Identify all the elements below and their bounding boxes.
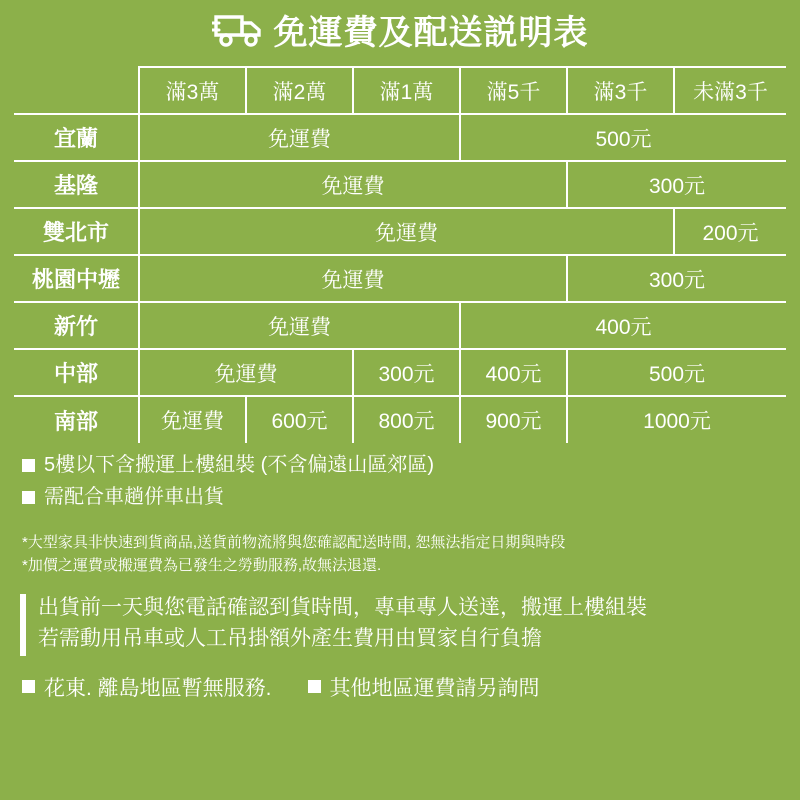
fee-cell: 免運費 bbox=[139, 208, 674, 255]
fee-cell: 900元 bbox=[460, 396, 567, 443]
row-header-region: 中部 bbox=[14, 349, 139, 396]
square-bullet-icon bbox=[22, 491, 35, 504]
fee-cell: 400元 bbox=[460, 302, 786, 349]
row-header-region: 南部 bbox=[14, 396, 139, 443]
note-text: 5樓以下含搬運上樓組裝 (不含偏遠山區郊區) bbox=[44, 454, 434, 476]
column-header-6: 未滿3千 bbox=[674, 67, 786, 114]
table-row bbox=[14, 302, 786, 349]
square-bullet-icon bbox=[22, 459, 35, 472]
small-print-line: *加價之運費或搬運費為已發生之勞動服務,故無法退還. bbox=[22, 557, 382, 575]
small-print-block bbox=[0, 517, 800, 578]
fee-cell: 免運費 bbox=[139, 302, 460, 349]
square-bullet-icon bbox=[308, 680, 321, 693]
fee-cell: 300元 bbox=[567, 255, 786, 302]
column-header-3: 滿1萬 bbox=[353, 67, 460, 114]
footer-note-item bbox=[22, 672, 272, 702]
table-corner-cell bbox=[14, 67, 139, 114]
table-row bbox=[14, 161, 786, 208]
note-item bbox=[22, 485, 778, 510]
title-text: 免運費及配送説明表 bbox=[273, 14, 589, 52]
fee-cell: 免運費 bbox=[139, 255, 567, 302]
fee-cell: 免運費 bbox=[139, 161, 567, 208]
emphasis-lines bbox=[38, 592, 647, 655]
emphasis-block bbox=[0, 578, 800, 656]
table-row bbox=[14, 208, 786, 255]
table-row bbox=[14, 349, 786, 396]
footer-note-text: 其他地區運費請另詢問 bbox=[329, 676, 540, 700]
footer-note-text: 花東. 離島地區暫無服務. bbox=[44, 676, 272, 700]
emphasis-line: 出貨前一天與您電話確認到貨時間，專車專人送達，搬運上樓組裝 bbox=[38, 595, 647, 619]
table-row bbox=[14, 255, 786, 302]
note-text: 需配合車趟併車出貨 bbox=[44, 486, 224, 508]
column-header-4: 滿5千 bbox=[460, 67, 567, 114]
note-item bbox=[22, 453, 778, 478]
row-header-region: 基隆 bbox=[14, 161, 139, 208]
column-header-2: 滿2萬 bbox=[246, 67, 353, 114]
row-header-region: 雙北市 bbox=[14, 208, 139, 255]
row-header-region: 新竹 bbox=[14, 302, 139, 349]
fee-cell: 600元 bbox=[246, 396, 353, 443]
fee-cell: 免運費 bbox=[139, 114, 460, 161]
fee-table-wrapper bbox=[0, 66, 800, 443]
row-header-region: 宜蘭 bbox=[14, 114, 139, 161]
fee-cell: 500元 bbox=[567, 349, 786, 396]
table-header-row bbox=[14, 67, 786, 114]
square-bullet-icon bbox=[22, 680, 35, 693]
fee-table bbox=[14, 66, 786, 443]
notes-list bbox=[0, 443, 800, 510]
column-header-5: 滿3千 bbox=[567, 67, 674, 114]
fee-cell: 免運費 bbox=[139, 396, 246, 443]
small-print-line: *大型家具非快速到貨商品,送貨前物流將與您確認配送時間, 恕無法指定日期與時段 bbox=[22, 534, 566, 551]
row-header-region: 桃園中壢 bbox=[14, 255, 139, 302]
table-row bbox=[14, 396, 786, 443]
column-header-1: 滿3萬 bbox=[139, 67, 246, 114]
footer-note-item bbox=[308, 672, 540, 702]
footer-notes bbox=[0, 656, 800, 702]
fee-cell: 1000元 bbox=[567, 396, 786, 443]
fee-cell: 800元 bbox=[353, 396, 460, 443]
page-title bbox=[0, 0, 800, 66]
truck-icon bbox=[212, 11, 264, 56]
emphasis-line: 若需動用吊車或人工吊掛額外產生費用由買家自行負擔 bbox=[38, 627, 542, 650]
fee-cell: 300元 bbox=[353, 349, 460, 396]
fee-cell: 500元 bbox=[460, 114, 786, 161]
fee-cell: 免運費 bbox=[139, 349, 353, 396]
fee-cell: 200元 bbox=[674, 208, 786, 255]
vertical-bar-accent bbox=[20, 594, 26, 656]
table-row bbox=[14, 114, 786, 161]
fee-cell: 300元 bbox=[567, 161, 786, 208]
fee-cell: 400元 bbox=[460, 349, 567, 396]
